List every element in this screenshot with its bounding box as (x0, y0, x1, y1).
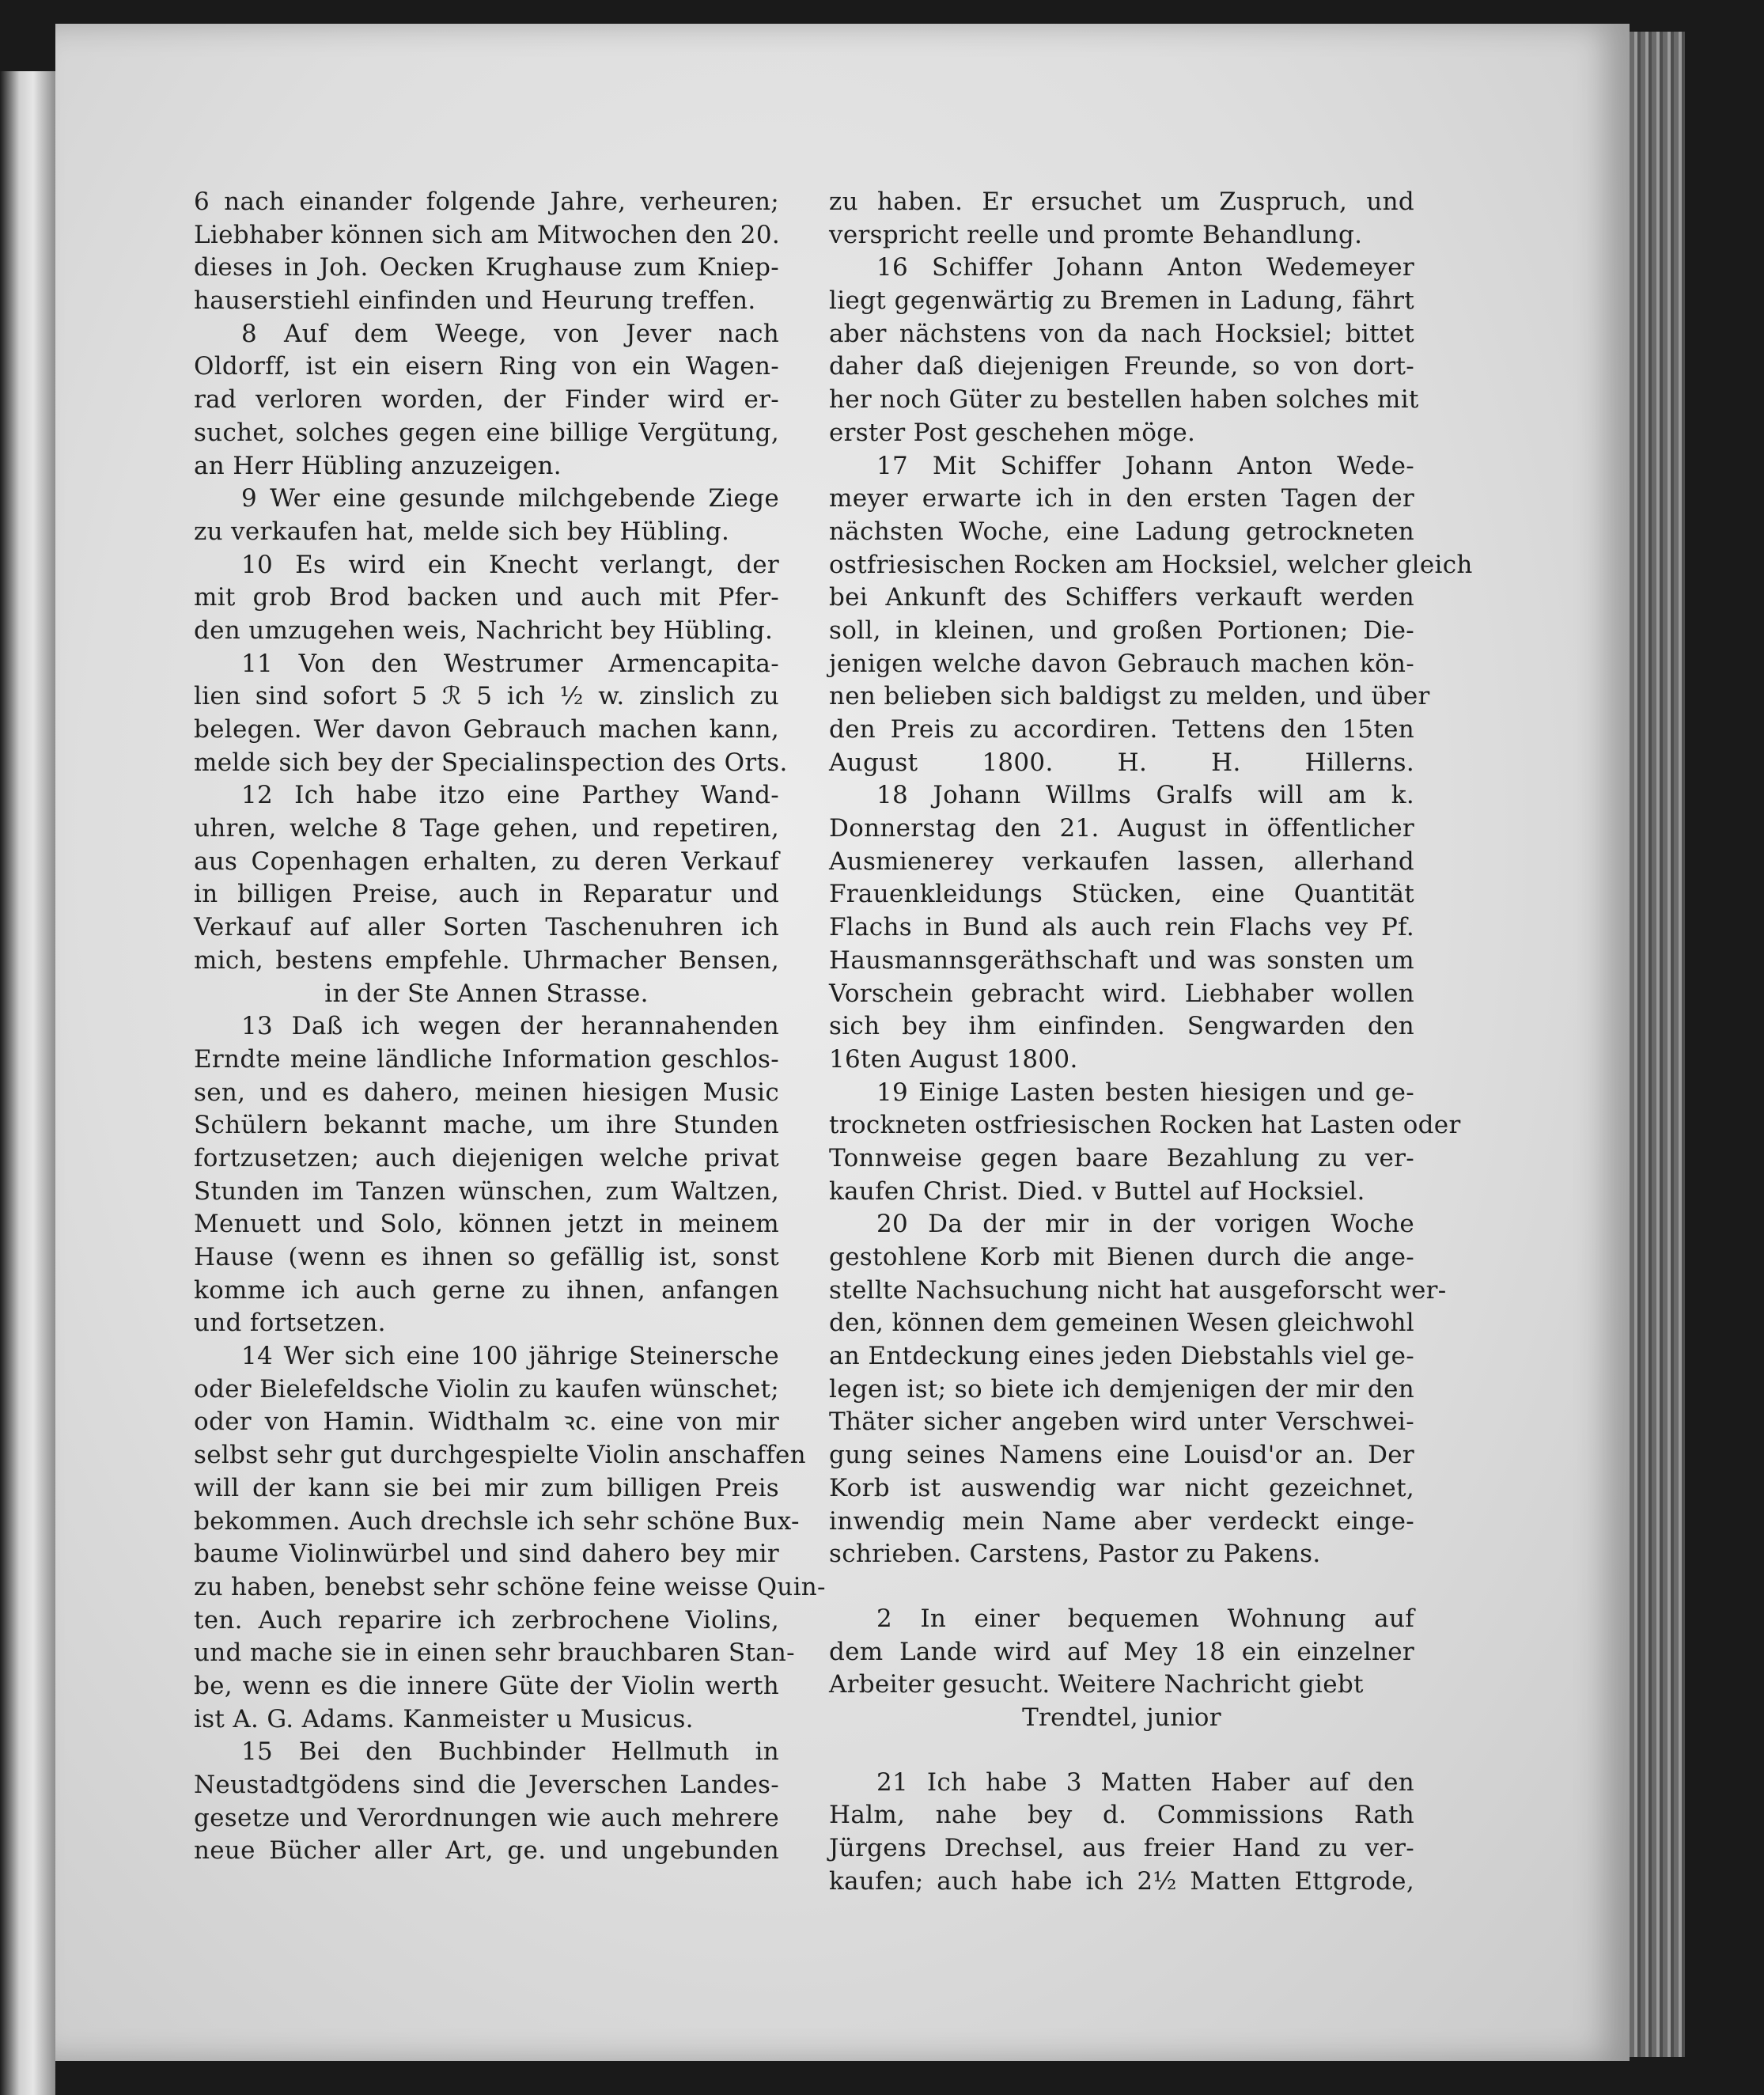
text-line: in der Ste Annen Strasse. (324, 979, 649, 1008)
text-line: 8 Auf dem Weege, von Jever nach (241, 319, 779, 348)
text-line: soll, in kleinen, und großen Portionen; Die- (829, 616, 1414, 645)
text-line: verspricht reelle und promte Behandlung. (829, 220, 1363, 249)
text-line: gung seines Namens eine Louisd'or an. Der (829, 1441, 1414, 1470)
text-line: schrieben. Carstens, Pastor zu Pakens. (829, 1540, 1321, 1569)
text-line: baume Violinwürbel und sind dahero bey mir (194, 1540, 779, 1569)
text-line: 13 Daß ich wegen der herannahenden (241, 1012, 779, 1041)
text-line: und mache sie in einen sehr brauchbaren Stan- (194, 1638, 795, 1668)
book-spine (0, 71, 55, 2095)
text-line: 14 Wer sich eine 100 jährige Steinersche (241, 1342, 779, 1371)
left-text-column (194, 186, 826, 1868)
text-line: 16 Schiffer Johann Anton Wedemeyer (876, 253, 1414, 282)
text-line: Hausmannsgeräthschaft und was sonsten um (829, 945, 1414, 975)
text-line: sich bey ihm einfinden. Sengwarden den (829, 1012, 1414, 1041)
text-line: Jürgens Drechsel, aus freier Hand zu ver- (829, 1834, 1414, 1862)
text-line: ten. Auch reparire ich zerbrochene Violins, (194, 1605, 779, 1635)
text-line: lien sind sofort 5 ℛ 5 ich ½ w. zinslich zu (194, 682, 779, 711)
text-line: daher daß diejenigen Freunde, so von dort- (829, 352, 1414, 381)
text-line: melde sich bey der Specialinspection des Orts. (194, 748, 788, 777)
text-line: mich, bestens empfehle. Uhrmacher Bensen, (194, 945, 779, 975)
text-line: meyer erwarte ich in den ersten Tagen der (829, 484, 1414, 513)
text-line: nächsten Woche, eine Ladung getrockneten (829, 517, 1414, 546)
text-line: Oldorff, ist ein eisern Ring von ein Wagen- (194, 352, 779, 381)
text-line: mit grob Brod backen und auch mit Pfer- (194, 583, 779, 612)
text-line: will der kann sie bei mir zum billigen Preis (194, 1473, 779, 1502)
text-line: Trendtel, junior (1022, 1703, 1221, 1732)
text-line: be, wenn es die innere Güte der Violin werth (194, 1671, 779, 1700)
text-line: 16ten August 1800. (829, 1044, 1078, 1074)
text-line: rad verloren worden, der Finder wird er- (194, 385, 779, 415)
text-line: Thäter sicher angeben wird unter Verschwei- (829, 1407, 1414, 1437)
text-line: Schülern bekannt mache, um ihre Stunden (194, 1111, 779, 1140)
text-line: Neustadtgödens sind die Jeverschen Landes- (194, 1771, 779, 1799)
text-line: aus Copenhagen erhalten, zu deren Verkauf (194, 847, 779, 876)
text-line: Arbeiter gesucht. Weitere Nachricht giebt (829, 1670, 1364, 1699)
text-line: 20 Da der mir in der vorigen Woche (876, 1210, 1414, 1239)
text-line: zu haben, benebst sehr schöne feine weisse Quin- (194, 1572, 826, 1601)
text-line: belegen. Wer davon Gebrauch machen kann, (194, 715, 779, 744)
text-line: oder von Hamin. Widthalm ꝛc. eine von mir (194, 1407, 779, 1437)
paragraph-gap (829, 1735, 1414, 1767)
text-line: kaufen Christ. Died. v Buttel auf Hocksiel. (829, 1176, 1365, 1206)
text-line: 10 Es wird ein Knecht verlangt, der (241, 550, 779, 579)
text-line: komme ich auch gerne zu ihnen, anfangen (194, 1275, 779, 1305)
text-line: suchet, solches gegen eine billige Vergütung, (194, 418, 779, 447)
text-line: 19 Einige Lasten besten hiesigen und ge- (876, 1078, 1414, 1107)
text-line: dieses in Joh. Oecken Krughause zum Kniep- (194, 253, 779, 282)
text-line: und fortsetzen. (194, 1309, 386, 1338)
text-line: ist A. G. Adams. Kanmeister u Musicus. (194, 1704, 694, 1733)
text-line: gestohlene Korb mit Bienen durch die ange- (829, 1243, 1414, 1271)
right-text-column (829, 186, 1473, 1898)
text-line: Stunden im Tanzen wünschen, zum Waltzen, (194, 1176, 779, 1206)
text-line: dem Lande wird auf Mey 18 ein einzelner (829, 1637, 1414, 1666)
text-line: zu verkaufen hat, melde sich bey Hübling. (194, 517, 730, 546)
text-line: 17 Mit Schiffer Johann Anton Wede- (876, 451, 1414, 480)
text-line: in billigen Preise, auch in Reparatur und (194, 880, 779, 909)
text-line: liegt gegenwärtig zu Bremen in Ladung, fährt (829, 286, 1414, 316)
text-line: trockneten ostfriesischen Rocken hat Lasten oder (829, 1111, 1461, 1140)
text-line: fortzusetzen; auch diejenigen welche privat (194, 1143, 779, 1173)
text-line: bei Ankunft des Schiffers verkauft werden (829, 583, 1414, 612)
text-line: ostfriesischen Rocken am Hocksiel, welcher gleich (829, 550, 1473, 579)
text-line: 6 nach einander folgende Jahre, verheuren; (194, 188, 779, 216)
text-line: den Preis zu accordiren. Tettens den 15ten (829, 715, 1414, 744)
text-line: Verkauf auf aller Sorten Taschenuhren ich (194, 913, 779, 942)
text-line: neue Bücher aller Art, ge. und ungebunden (194, 1836, 779, 1866)
text-line: erster Post geschehen möge. (829, 418, 1196, 447)
text-line: Tonnweise gegen baare Bezahlung zu ver- (829, 1143, 1414, 1173)
text-line: Hause (wenn es ihnen so gefällig ist, sonst (194, 1243, 779, 1271)
text-line: Ausmienerey verkaufen lassen, allerhand (829, 847, 1414, 876)
text-line: selbst sehr gut durchgespielte Violin anschaffen (194, 1441, 806, 1470)
text-line: 2 In einer bequemen Wohnung auf (876, 1604, 1414, 1633)
paragraph-gap (829, 1571, 1414, 1603)
text-line: oder Bielefeldsche Violin zu kaufen wünschet; (194, 1374, 779, 1404)
text-line: Flachs in Bund als auch rein Flachs vey Pf. (829, 913, 1414, 942)
text-line: 12 Ich habe itzo eine Parthey Wand- (241, 781, 779, 810)
text-line: legen ist; so biete ich demjenigen der mir den (829, 1374, 1414, 1404)
text-line: kaufen; auch habe ich 2½ Matten Ettgrode, (829, 1866, 1414, 1896)
text-line: nen belieben sich baldigst zu melden, und über (829, 682, 1430, 711)
page-edge-stack (1630, 32, 1685, 2057)
text-line: den umzugehen weis, Nachricht bey Hübling. (194, 616, 774, 645)
text-line: 21 Ich habe 3 Matten Haber auf den (876, 1767, 1414, 1797)
text-line: uhren, welche 8 Tage gehen, und repetiren, (194, 814, 779, 843)
text-line: Korb ist auswendig war nicht gezeichnet, (829, 1473, 1414, 1502)
text-line: Menuett und Solo, können jetzt in meinem (194, 1210, 779, 1239)
text-line: stellte Nachsuchung nicht hat ausgeforscht wer- (829, 1275, 1447, 1305)
text-line: 15 Bei den Buchbinder Hellmuth in (241, 1737, 779, 1767)
text-line: gesetze und Verordnungen wie auch mehrere (194, 1803, 779, 1832)
text-line: Liebhaber können sich am Mitwochen den 20. (194, 220, 780, 249)
text-line: 9 Wer eine gesunde milchgebende Ziege (241, 484, 779, 513)
text-line: Donnerstag den 21. August in öffentlicher (829, 814, 1414, 843)
text-line: inwendig mein Name aber verdeckt einge- (829, 1506, 1414, 1536)
text-line: her noch Güter zu bestellen haben solches mit (829, 385, 1419, 415)
text-line: an Entdeckung eines jeden Diebstahls viel ge- (829, 1342, 1414, 1371)
text-line: Frauenkleidungs Stücken, eine Quantität (829, 880, 1414, 909)
text-line: 11 Von den Westrumer Armencapita- (241, 649, 779, 678)
text-line: Erndte meine ländliche Information geschlos- (194, 1044, 779, 1074)
text-line: bekommen. Auch drechsle ich sehr schöne Bux- (194, 1506, 800, 1536)
text-line: Halm, nahe bey d. Commissions Rath (829, 1801, 1414, 1830)
text-line: den, können dem gemeinen Wesen gleichwohl (829, 1309, 1414, 1338)
text-line: an Herr Hübling anzuzeigen. (194, 451, 562, 480)
text-line: Vorschein gebracht wird. Liebhaber wollen (829, 979, 1414, 1008)
text-line: August 1800. H. H. Hillerns. (829, 748, 1414, 777)
text-line: zu haben. Er ersuchet um Zuspruch, und (829, 188, 1414, 216)
text-line: aber nächstens von da nach Hocksiel; bittet (829, 319, 1414, 348)
text-line: hauserstiehl einfinden und Heurung treffen. (194, 286, 756, 316)
text-line: jenigen welche davon Gebrauch machen kön- (829, 649, 1414, 678)
text-line: 18 Johann Willms Gralfs will am k. (876, 781, 1414, 810)
text-line: sen, und es dahero, meinen hiesigen Music (194, 1078, 779, 1107)
